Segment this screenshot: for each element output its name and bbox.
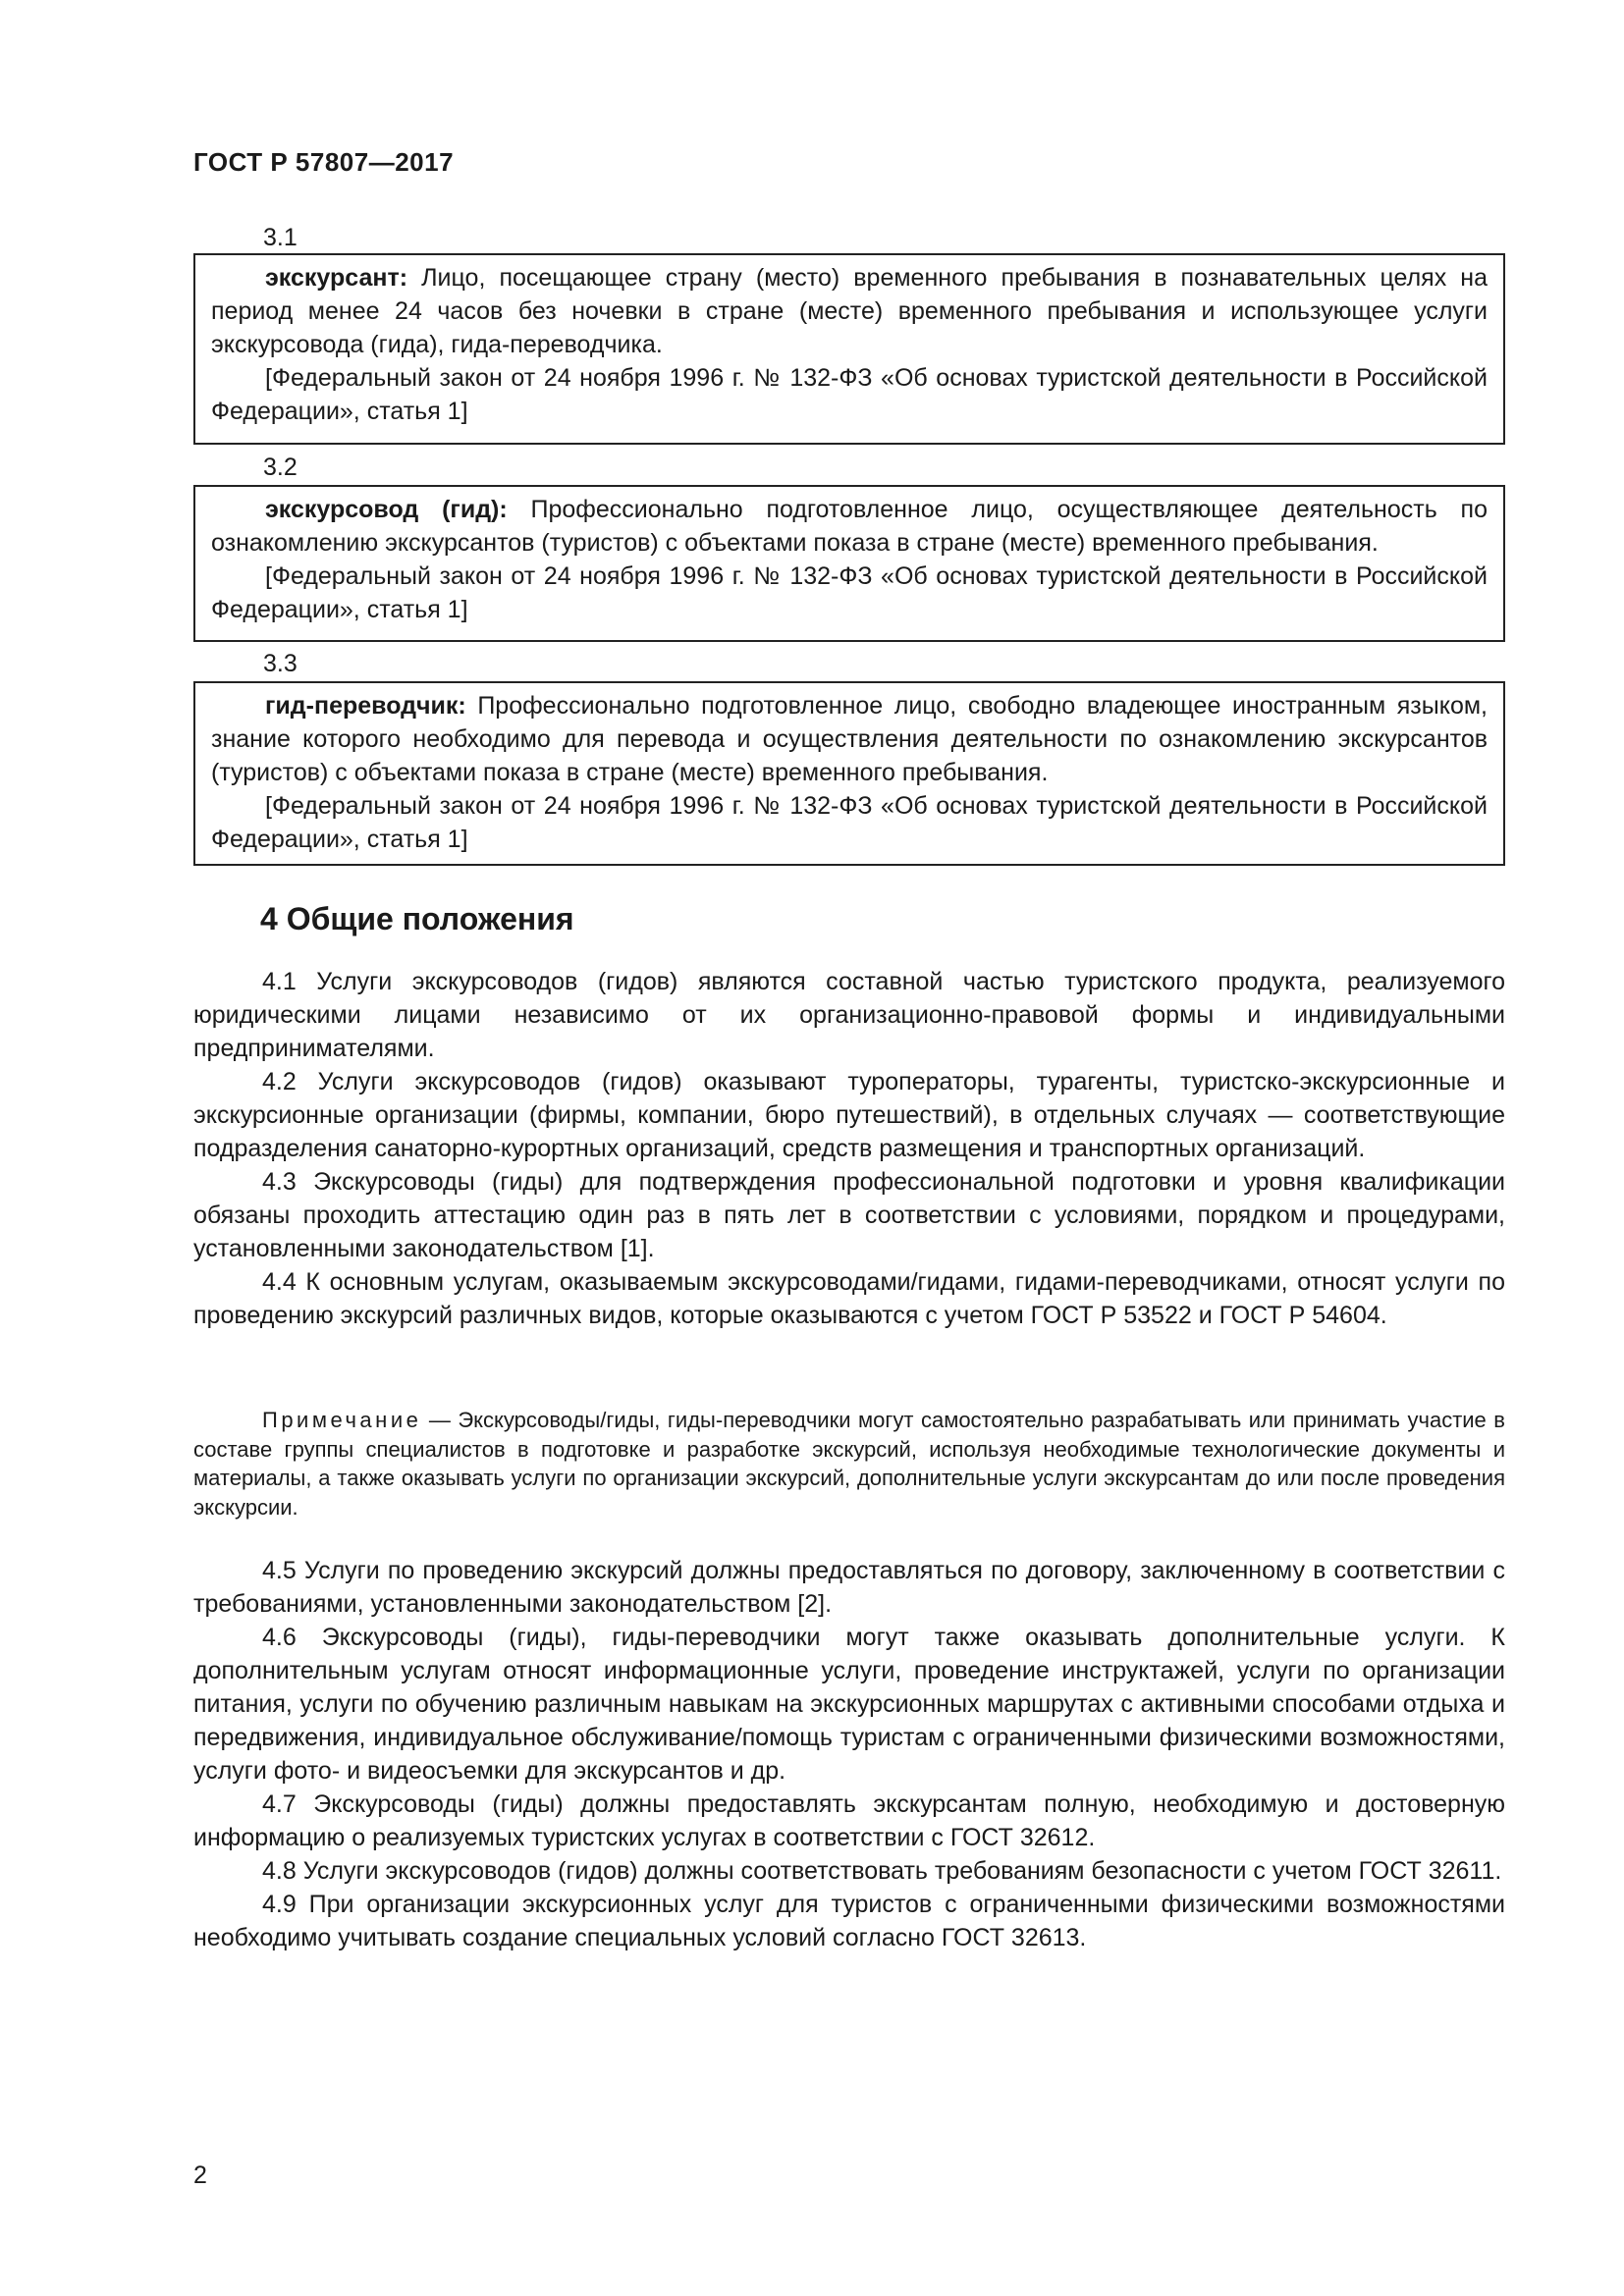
term-source: [Федеральный закон от 24 ноября 1996 г. № 132-ФЗ «Об основах туристской деятельности в Российской Федерации», статья 1] [211, 562, 1488, 623]
paragraph: 4.2 Услуги экскурсоводов (гидов) оказывают туроператоры, турагенты, туристско-экскурсионные и экскурсионные организации (фирмы, компании, бюро путешествий), в отдельных случаях — соответствующие подразделения санаторно-курортных организаций, средств размещения и транспортных организаций. [193, 1068, 1505, 1162]
term-definition-box [193, 681, 1505, 866]
term-name: экскурсант: [265, 264, 408, 292]
document-header: ГОСТ Р 57807—2017 [193, 147, 455, 177]
paragraph: 4.1 Услуги экскурсоводов (гидов) являются составной частью туристского продукта, реализуемого юридическими лицами независимо от их организационно-правовой формы и индивидуальными предпринимателями. [193, 968, 1505, 1062]
term-definition-box [193, 485, 1505, 642]
paragraph: 4.4 К основным услугам, оказываемым экскурсоводами/гидами, гидами-переводчиками, относят услуги по проведению экскурсий различных видов, которые оказываются с учетом ГОСТ Р 53522 и ГОСТ Р 54604. [193, 1268, 1505, 1329]
term-definition [211, 261, 1488, 361]
term-definition-text: Лицо, посещающее страну (место) временного пребывания в познавательных целях на период менее 24 часов без ночевки в стране (месте) временного пребывания и использующее услуги экскурсовода (гида), гида-переводчика. [211, 264, 1488, 358]
note-text: Экскурсоводы/гиды, гиды-переводчики могут самостоятельно разрабатывать или принимать участие в составе группы специалистов в подготовке и разработке экскурсий, используя необходимые технологические документы и материалы, а также оказывать услуги по организации экскурсий, дополнительные услуги экскурсантам до или после проведения экскурсии. [193, 1408, 1505, 1520]
section-body-top [193, 965, 1505, 1332]
paragraph: 4.7 Экскурсоводы (гиды) должны предоставлять экскурсантам полную, необходимую и достоверную информацию о реализуемых туристских услугах в соответствии с ГОСТ 32612. [193, 1790, 1505, 1851]
term-number: 3.2 [263, 454, 298, 481]
term-definition-box [193, 253, 1505, 445]
page-number: 2 [193, 2162, 207, 2189]
paragraph: 4.6 Экскурсоводы (гиды), гиды-переводчики могут также оказывать дополнительные услуги. К дополнительным услугам относят информационные услуги, проведение инструктажей, услуги по организации питания, услуги по обучению различным навыкам на экскурсионных маршрутах с активными способами отдыха и передвижения, индивидуальное обслуживание/помощь туристам с ограниченными физическими возможностями, услуги фото- и видеосъемки для экскурсантов и др. [193, 1624, 1505, 1785]
term-name: экскурсовод (гид): [265, 496, 508, 523]
paragraph: 4.5 Услуги по проведению экскурсий должны предоставляться по договору, заключенному в соответствии с требованиями, установленными законодательством [2]. [193, 1557, 1505, 1618]
note-paragraph [193, 1406, 1505, 1522]
term-source: [Федеральный закон от 24 ноября 1996 г. № 132-ФЗ «Об основах туристской деятельности в Российской Федерации», статья 1] [211, 792, 1488, 853]
term-definition [211, 689, 1488, 789]
term-number: 3.1 [263, 224, 298, 251]
term-number: 3.3 [263, 650, 298, 677]
paragraph: 4.8 Услуги экскурсоводов (гидов) должны соответствовать требованиям безопасности с учетом ГОСТ 32611. [262, 1857, 1502, 1885]
paragraph: 4.3 Экскурсоводы (гиды) для подтверждения профессиональной подготовки и уровня квалификации обязаны проходить аттестацию один раз в пять лет в соответствии с условиями, порядком и процедурами, установленными законодательством [1]. [193, 1168, 1505, 1262]
term-definition-text: Профессионально подготовленное лицо, осуществляющее деятельность по ознакомлению экскурсантов (туристов) с объектами показа в стране (месте) временного пребывания. [211, 496, 1488, 557]
term-definition-text: Профессионально подготовленное лицо, свободно владеющее иностранным языком, знание которого необходимо для перевода и осуществления деятельности по ознакомлению экскурсантов (туристов) с объектами показа в стране (месте) временного пребывания. [211, 692, 1488, 786]
paragraph: 4.9 При организации экскурсионных услуг для туристов с ограниченными физическими возможностями необходимо учитывать создание специальных условий согласно ГОСТ 32613. [193, 1891, 1505, 1951]
section-body-bottom [193, 1554, 1505, 1954]
note-label: Примечание [262, 1408, 422, 1432]
term-name: гид-переводчик: [265, 692, 466, 720]
note [193, 1406, 1505, 1522]
term-definition [211, 493, 1488, 560]
section-title: 4 Общие положения [260, 901, 574, 936]
term-source: [Федеральный закон от 24 ноября 1996 г. № 132-ФЗ «Об основах туристской деятельности в Российской Федерации», статья 1] [211, 364, 1488, 425]
note-dash: — [421, 1408, 459, 1432]
